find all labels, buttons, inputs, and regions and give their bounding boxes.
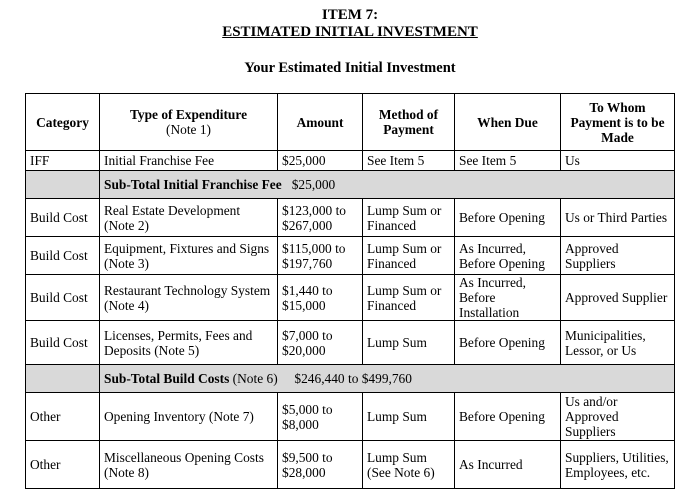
cell-to-whom: Us and/or Approved Suppliers <box>561 393 675 441</box>
subtotal-row-iff <box>26 171 675 199</box>
col-header-to-whom: To Whom Payment is to be Made <box>561 94 675 151</box>
item-number: ITEM 7: <box>321 7 379 23</box>
table-row <box>26 275 675 321</box>
table-row <box>26 199 675 237</box>
table-row <box>26 321 675 365</box>
cell-to-whom: Us <box>561 151 675 171</box>
cell-method: Lump Sum or Financed <box>363 199 455 237</box>
cell-when-due: As Incurred, Before Opening <box>455 237 561 275</box>
col-header-type <box>100 94 278 151</box>
table-row <box>26 237 675 275</box>
cell-category: Build Cost <box>26 321 100 365</box>
document-title: ESTIMATED INITIAL INVESTMENT <box>222 24 478 40</box>
table-row <box>26 151 675 171</box>
col-header-when-due: When Due <box>455 94 561 151</box>
col-header-amount: Amount <box>278 94 363 151</box>
cell-to-whom: Municipalities, Lessor, or Us <box>561 321 675 365</box>
cell-when-due: As Incurred <box>455 441 561 489</box>
cell-amount: $7,000 to $20,000 <box>278 321 363 365</box>
cell-amount: $115,000 to $197,760 <box>278 237 363 275</box>
cell-category: IFF <box>26 151 100 171</box>
cell-type: Real Estate Development (Note 2) <box>100 199 278 237</box>
cell-category: Other <box>26 393 100 441</box>
subtotal-row-build <box>26 365 675 393</box>
cell-when-due: Before Opening <box>455 199 561 237</box>
cell-when-due: Before Opening <box>455 393 561 441</box>
cell-amount: $9,500 to $28,000 <box>278 441 363 489</box>
cell-type: Opening Inventory (Note 7) <box>100 393 278 441</box>
cell-amount: $25,000 <box>278 151 363 171</box>
cell-to-whom: Us or Third Parties <box>561 199 675 237</box>
subtotal-blank-cell <box>26 171 100 199</box>
cell-to-whom: Approved Suppliers <box>561 237 675 275</box>
cell-category: Build Cost <box>26 199 100 237</box>
subtotal-build-value: $246,440 to $499,760 <box>294 371 412 386</box>
table-row <box>26 393 675 441</box>
cell-category: Build Cost <box>26 237 100 275</box>
col-header-type-text: Type of Expenditure <box>129 107 248 122</box>
cell-to-whom: Suppliers, Utilities, Employees, etc. <box>561 441 675 489</box>
subtotal-iff-cell <box>100 171 675 199</box>
table-row <box>26 441 675 489</box>
cell-amount: $1,440 to $15,000 <box>278 275 363 321</box>
subtotal-build-note: (Note 6) <box>232 371 278 386</box>
cell-type: Miscellaneous Opening Costs (Note 8) <box>100 441 278 489</box>
table-caption: Your Estimated Initial Investment <box>244 60 456 76</box>
cell-amount: $123,000 to $267,000 <box>278 199 363 237</box>
cell-type: Equipment, Fixtures and Signs (Note 3) <box>100 237 278 275</box>
investment-table <box>25 93 675 489</box>
cell-method: See Item 5 <box>363 151 455 171</box>
cell-when-due: See Item 5 <box>455 151 561 171</box>
subtotal-iff-label: Sub-Total Initial Franchise Fee <box>104 177 282 192</box>
cell-method: Lump Sum <box>363 321 455 365</box>
cell-to-whom: Approved Supplier <box>561 275 675 321</box>
cell-type: Licenses, Permits, Fees and Deposits (Note 5) <box>100 321 278 365</box>
table-header-row <box>26 94 675 151</box>
cell-category: Build Cost <box>26 275 100 321</box>
col-header-category: Category <box>26 94 100 151</box>
cell-method: Lump Sum <box>363 393 455 441</box>
col-header-method: Method of Payment <box>363 94 455 151</box>
cell-category: Other <box>26 441 100 489</box>
cell-method: Lump Sum or Financed <box>363 275 455 321</box>
subtotal-iff-value: $25,000 <box>291 177 336 192</box>
subtotal-blank-cell <box>26 365 100 393</box>
cell-when-due: As Incurred, Before Installation <box>455 275 561 321</box>
cell-amount: $5,000 to $8,000 <box>278 393 363 441</box>
cell-type: Restaurant Technology System (Note 4) <box>100 275 278 321</box>
col-header-type-note: (Note 1) <box>166 122 211 137</box>
subtotal-build-label: Sub-Total Build Costs <box>104 371 230 386</box>
cell-method: Lump Sum (See Note 6) <box>363 441 455 489</box>
cell-type: Initial Franchise Fee <box>100 151 278 171</box>
cell-when-due: Before Opening <box>455 321 561 365</box>
subtotal-build-cell <box>100 365 675 393</box>
cell-method: Lump Sum or Financed <box>363 237 455 275</box>
